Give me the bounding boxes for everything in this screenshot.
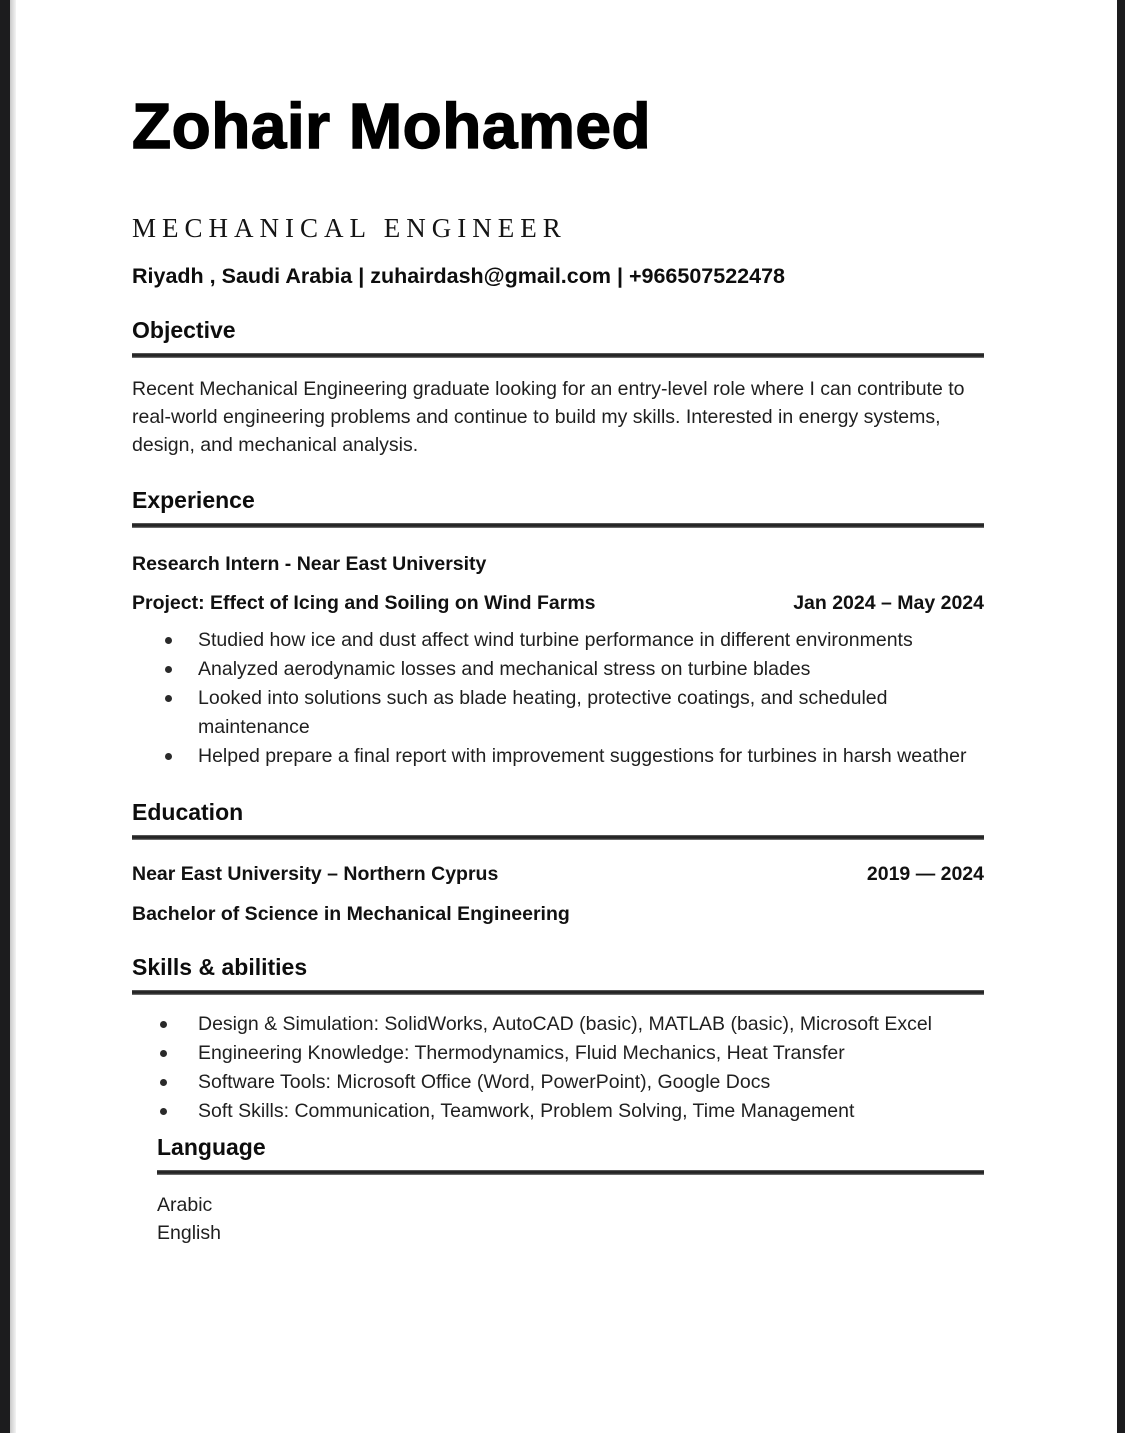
experience-bullet-list <box>132 626 984 771</box>
section-education <box>132 798 984 926</box>
candidate-name: Zohair Mohamed <box>132 90 652 162</box>
resume-content <box>132 0 984 1247</box>
resume-page <box>16 0 1117 1433</box>
experience-project: Project: Effect of Icing and Soiling on Wind Farms <box>132 592 596 614</box>
candidate-job-title: MECHANICAL ENGINEER <box>132 213 567 243</box>
bullet-icon <box>165 753 172 760</box>
experience-dates: Jan 2024 – May 2024 <box>793 592 984 614</box>
language-item: Arabic <box>157 1194 213 1216</box>
list-item <box>132 684 984 742</box>
education-school-row <box>132 862 984 886</box>
skills-bullet-text: Engineering Knowledge: Thermodynamics, Fluid Mechanics, Heat Transfer <box>198 1042 845 1064</box>
education-dates: 2019 — 2024 <box>866 863 984 885</box>
list-item <box>132 1097 984 1126</box>
list-item <box>132 1039 984 1068</box>
list-item <box>132 1068 984 1097</box>
experience-rule <box>132 523 984 528</box>
list-item <box>132 626 984 655</box>
language-heading: Language <box>157 1134 266 1160</box>
language-rule <box>157 1170 984 1175</box>
viewer-edge-right <box>1117 0 1125 1433</box>
experience-heading: Experience <box>132 487 255 513</box>
bullet-icon <box>160 1108 167 1115</box>
bullet-icon <box>165 666 172 673</box>
bullet-icon <box>160 1050 167 1057</box>
skills-bullet-list <box>132 1010 984 1126</box>
education-heading: Education <box>132 799 244 825</box>
education-degree: Bachelor of Science in Mechanical Engineering <box>132 903 570 925</box>
objective-text: Recent Mechanical Engineering graduate looking for an entry-level role where I can contribute to real-world engineering problems and continue to build my skills. Interested in energy systems, design, and mechanical analysis. <box>132 378 965 456</box>
list-item <box>132 1010 984 1039</box>
contact-line: Riyadh , Saudi Arabia | zuhairdash@gmail.com | +966507522478 <box>132 264 785 288</box>
objective-rule <box>132 353 984 358</box>
education-rule <box>132 835 984 840</box>
skills-bullet-text: Soft Skills: Communication, Teamwork, Problem Solving, Time Management <box>198 1100 855 1122</box>
list-item <box>132 742 984 771</box>
bullet-icon <box>160 1021 167 1028</box>
skills-heading: Skills & abilities <box>132 954 308 980</box>
section-language <box>157 1133 984 1247</box>
objective-heading: Objective <box>132 317 236 343</box>
bullet-icon <box>165 637 172 644</box>
section-skills <box>132 953 984 1126</box>
bullet-icon <box>160 1079 167 1086</box>
skills-bullet-text: Software Tools: Microsoft Office (Word, PowerPoint), Google Docs <box>198 1071 771 1093</box>
experience-bullet-text: Analyzed aerodynamic losses and mechanical stress on turbine blades <box>198 658 811 680</box>
section-experience <box>132 486 984 771</box>
experience-project-row <box>132 591 984 615</box>
skills-rule <box>132 990 984 995</box>
experience-bullet-text: Helped prepare a final report with improvement suggestions for turbines in harsh weather <box>198 745 967 767</box>
viewer-edge-left <box>0 0 10 1433</box>
section-objective <box>132 316 984 459</box>
list-item <box>132 655 984 684</box>
experience-role: Research Intern - Near East University <box>132 553 487 575</box>
experience-bullet-text: Looked into solutions such as blade heating, protective coatings, and scheduled maintenance <box>198 687 888 738</box>
language-list <box>157 1191 984 1247</box>
skills-bullet-text: Design & Simulation: SolidWorks, AutoCAD (basic), MATLAB (basic), Microsoft Excel <box>198 1013 933 1035</box>
experience-bullet-text: Studied how ice and dust affect wind turbine performance in different environments <box>198 629 913 651</box>
bullet-icon <box>165 695 172 702</box>
language-item: English <box>157 1222 221 1244</box>
education-school: Near East University – Northern Cyprus <box>132 863 499 885</box>
